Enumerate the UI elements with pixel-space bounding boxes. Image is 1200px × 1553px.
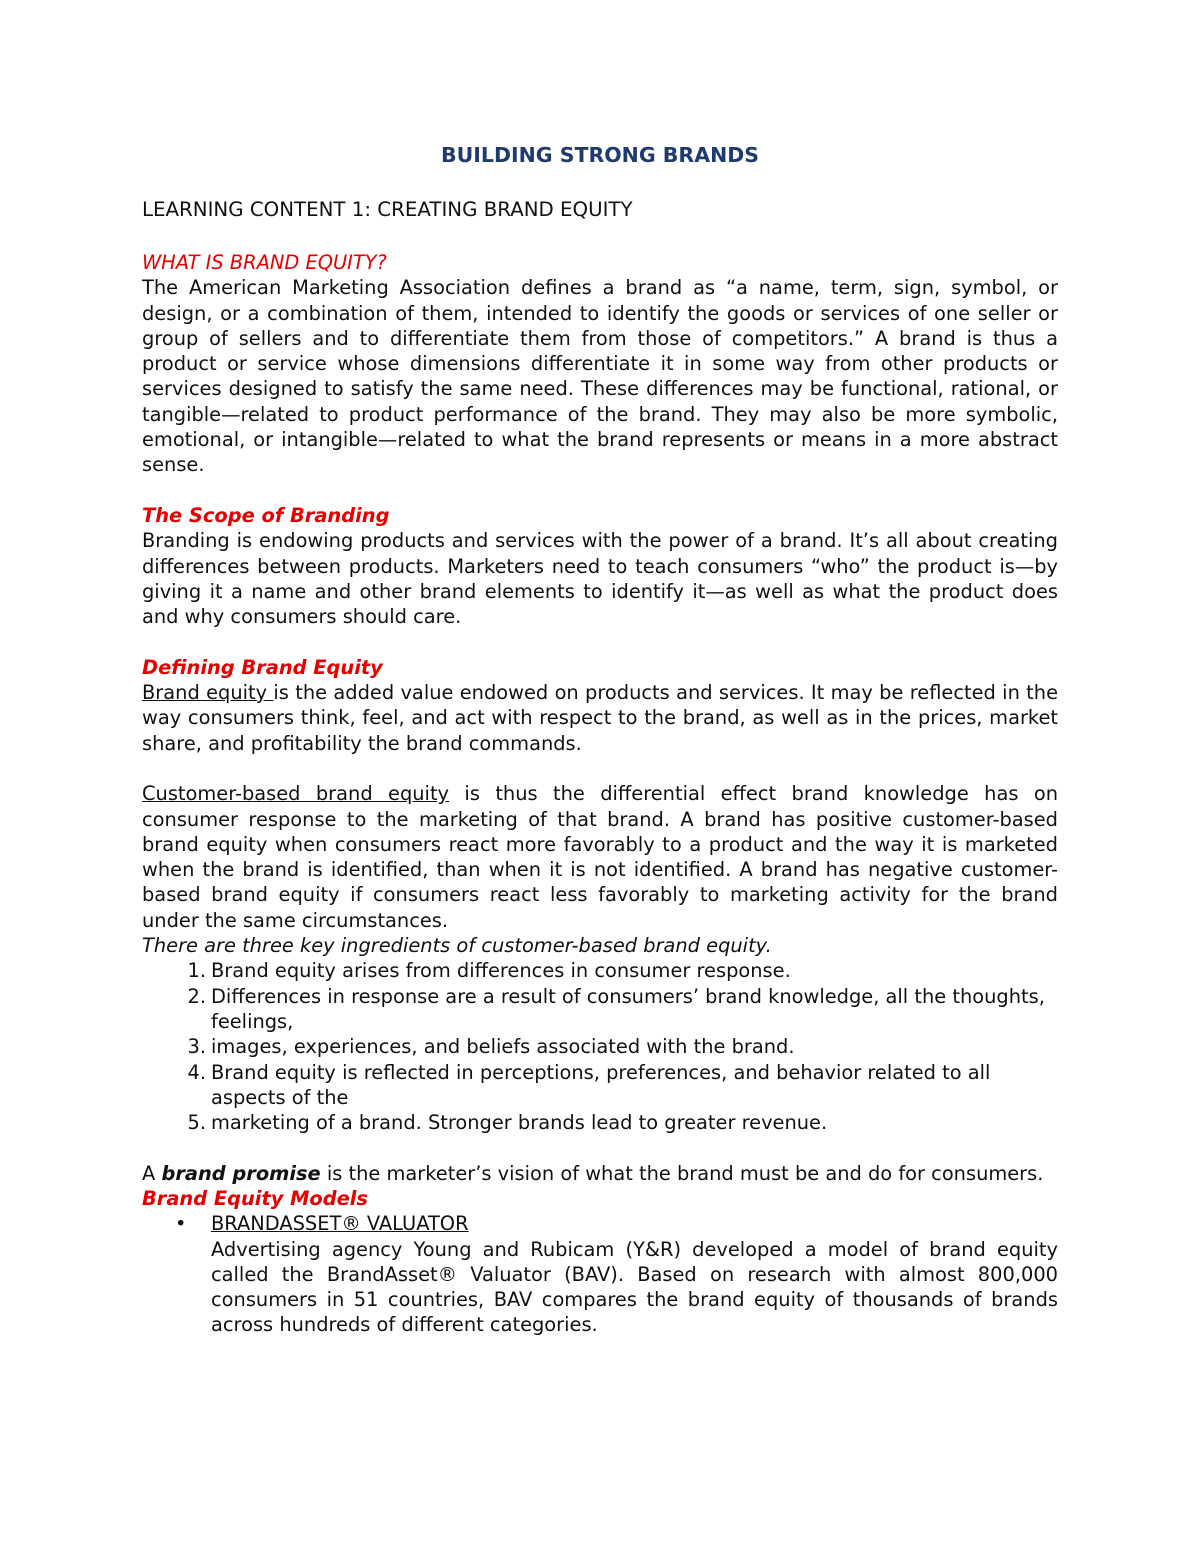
list-item-text: marketing of a brand. Stronger brands lead to greater revenue.: [211, 1111, 828, 1135]
document-content: [142, 140, 1058, 1338]
document-title: BUILDING STRONG BRANDS: [440, 143, 760, 167]
section-heading-what-is-brand-equity: WHAT IS BRAND EQUITY?: [142, 251, 387, 274]
list-item-number: 3.: [187, 1035, 206, 1059]
spacer: [142, 756, 1058, 781]
list-item-text: images, experiences, and beliefs associated with the brand.: [211, 1035, 795, 1059]
model-title: BRANDASSET® VALUATOR: [211, 1212, 469, 1236]
brand-equity-definition: [142, 680, 1058, 756]
term-customer-based-brand-equity: Customer-based brand equity: [142, 782, 450, 806]
models-list: [142, 1211, 1058, 1337]
list-item: [142, 1034, 1058, 1059]
section-body-scope-of-branding: Branding is endowing products and services with the power of a brand. It’s all about creating differences between products. Marketers need to teach consumers “who” the product is—by giving it a name and other brand elements to identify it—as well as what the product does and why consumers should care.: [142, 529, 1058, 629]
list-item-text: Differences in response are a result of consumers’ brand knowledge, all the thoughts, feelings,: [211, 984, 1045, 1033]
customer-based-brand-equity-definition: [142, 781, 1058, 933]
term-brand-equity: Brand equity: [142, 681, 274, 705]
brand-promise-definition: [142, 1161, 1058, 1186]
spacer: [142, 1135, 1058, 1160]
learning-content-heading: LEARNING CONTENT 1: CREATING BRAND EQUITY: [142, 198, 633, 221]
brand-promise-text: is the marketer’s vision of what the brand must be and do for consumers.: [320, 1161, 1044, 1185]
brand-promise-prefix: A: [142, 1161, 162, 1185]
list-item: [142, 958, 1058, 983]
list-item-number: 4.: [187, 1060, 206, 1084]
term-brand-promise: brand promise: [161, 1161, 321, 1185]
section-heading-scope-of-branding: The Scope of Branding: [142, 503, 390, 527]
list-item: [142, 1110, 1058, 1135]
list-item-number: 1.: [187, 959, 206, 983]
customer-based-brand-equity-text: is thus the differential effect brand knowledge has on consumer response to the marketing of that brand. A brand has positive customer-based brand equity when consumers react more favorably to a product and the way it is marketed when the brand is identified, than when it is not identified. A brand has negative customer-based brand equity if consumers react less favorably to marketing activity for the brand under the same circumstances.: [142, 782, 1058, 932]
spacer: [142, 478, 1058, 503]
list-item: [142, 1211, 1058, 1337]
list-item: [142, 984, 1058, 1035]
list-item: [142, 1060, 1058, 1111]
list-item-text: Brand equity arises from differences in consumer response.: [211, 959, 791, 983]
bullet-icon: •: [175, 1212, 187, 1236]
section-heading-defining-brand-equity: Defining Brand Equity: [142, 655, 383, 679]
ingredients-intro: There are three key ingredients of customer-based brand equity.: [142, 934, 772, 958]
section-body-what-is-brand-equity: The American Marketing Association defines a brand as “a name, term, sign, symbol, or design, or a combination of them, intended to identify the goods or services of one seller or group of sellers and to differentiate them from those of competitors.” A brand is thus a product or service whose dimensions differentiate it in some way from other products or services designed to satisfy the same need. These differences may be functional, rational, or tangible—related to product performance of the brand. They may also be more symbolic, emotional, or intangible—related to what the brand represents or means in a more abstract sense.: [142, 276, 1058, 477]
ingredients-list: [142, 958, 1058, 1135]
list-item-number: 5.: [187, 1111, 206, 1135]
section-heading-brand-equity-models: Brand Equity Models: [142, 1186, 368, 1210]
spacer: [142, 629, 1058, 654]
list-item-number: 2.: [187, 984, 206, 1008]
model-description: Advertising agency Young and Rubicam (Y&R) developed a model of brand equity called the BrandAsset® Valuator (BAV). Based on research with almost 800,000 consumers in 51 countries, BAV compares the brand equity of thousands of brands across hundreds of different categories.: [211, 1237, 1058, 1337]
list-item-text: Brand equity is reflected in perceptions, preferences, and behavior related to all aspects of the: [211, 1060, 991, 1109]
brand-equity-definition-text: is the added value endowed on products and services. It may be reflected in the way consumers think, feel, and act with respect to the brand, as well as in the prices, market share, and profitability the brand commands.: [142, 681, 1059, 755]
